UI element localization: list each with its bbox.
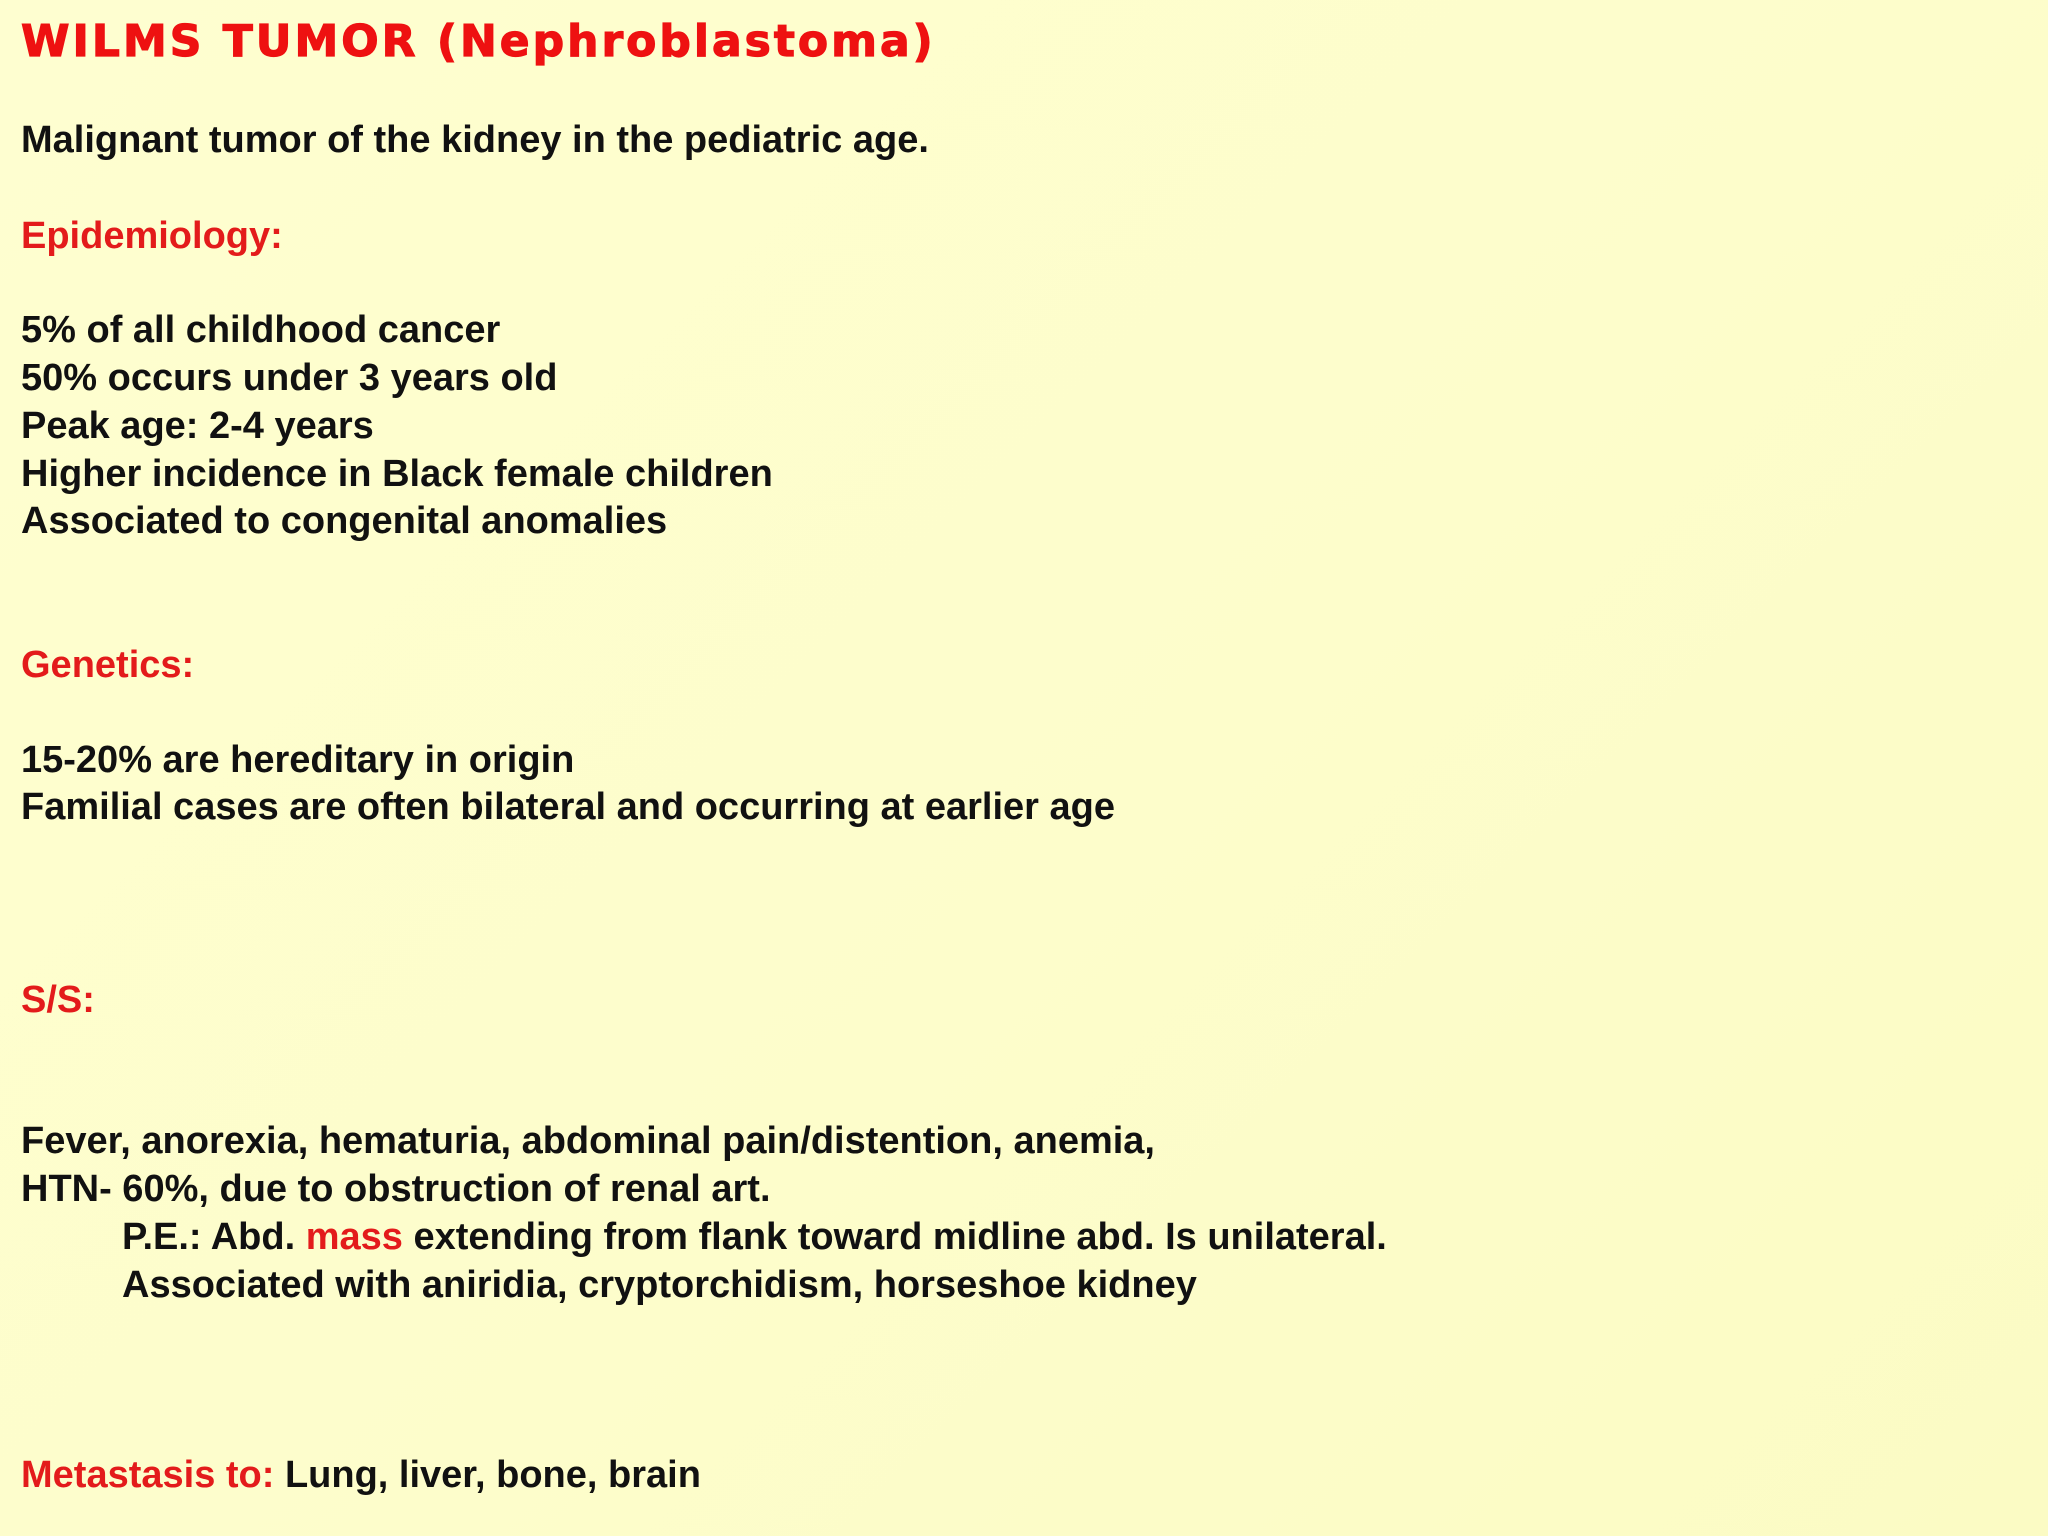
epidemiology-item: 50% occurs under 3 years old	[21, 357, 558, 399]
epidemiology-heading: Epidemiology:	[21, 215, 283, 257]
epidemiology-item: Associated to congenital anomalies	[21, 500, 668, 542]
epidemiology-item: 5% of all childhood cancer	[21, 309, 501, 351]
physical-exam-line	[122, 1213, 1387, 1261]
pe-highlight-mass: mass	[305, 1216, 403, 1258]
metastasis-value: Lung, liver, bone, brain	[274, 1454, 701, 1496]
associated-line: Associated with aniridia, cryptorchidism, horseshoe kidney	[122, 1264, 1197, 1306]
slide-title: WILMS TUMOR (Nephroblastoma)	[21, 16, 936, 67]
intro-text: Malignant tumor of the kidney in the pediatric age.	[21, 119, 929, 161]
signs-line: HTN- 60%, due to obstruction of renal art.	[21, 1168, 771, 1210]
genetics-item: Familial cases are often bilateral and occurring at earlier age	[21, 786, 1116, 828]
metastasis-line	[21, 1451, 701, 1499]
metastasis-label: Metastasis to:	[21, 1454, 275, 1496]
genetics-item: 15-20% are hereditary in origin	[21, 739, 575, 781]
epidemiology-item: Peak age: 2-4 years	[21, 405, 374, 447]
genetics-heading: Genetics:	[21, 644, 195, 686]
pe-prefix: P.E.: Abd.	[122, 1216, 306, 1258]
pe-suffix: extending from flank toward midline abd. Is unilateral.	[402, 1216, 1387, 1258]
epidemiology-item: Higher incidence in Black female children	[21, 453, 773, 495]
signs-line: Fever, anorexia, hematuria, abdominal pain/distention, anemia,	[21, 1120, 1155, 1162]
signs-heading: S/S:	[21, 979, 95, 1021]
